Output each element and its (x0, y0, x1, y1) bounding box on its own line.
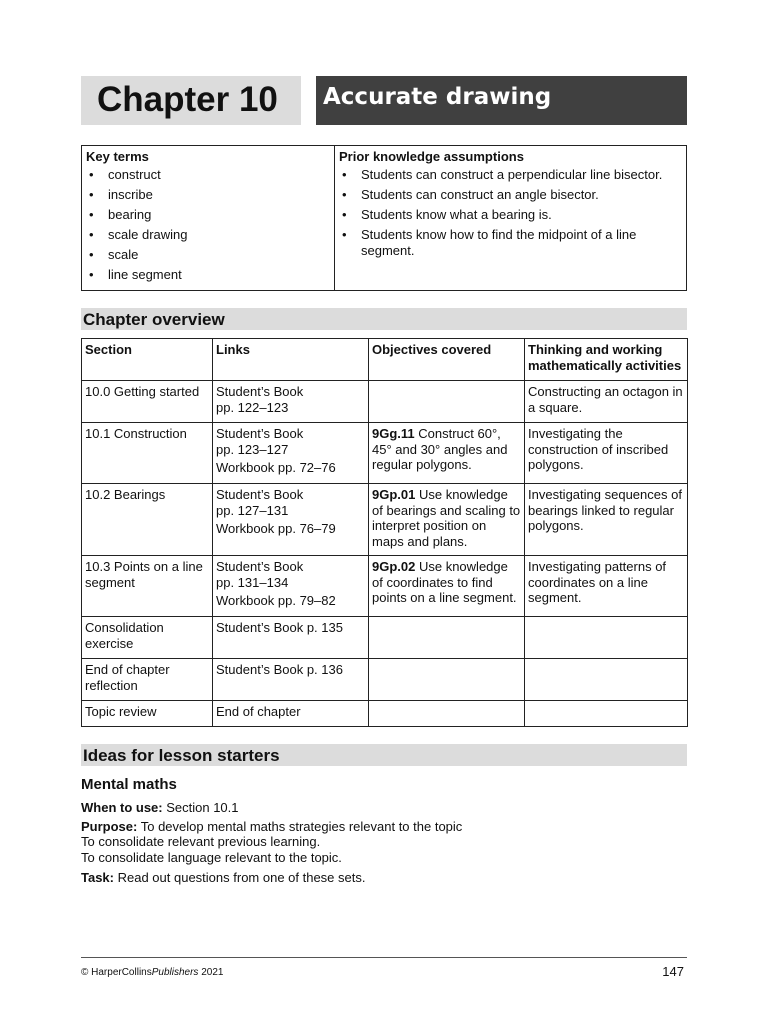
table-row (82, 423, 688, 484)
objective-text: Use knowledge of coordinates to find points on a line segment. (372, 559, 517, 605)
links-book: Student’s Book (216, 426, 304, 441)
key-terms-heading: Key terms (86, 149, 149, 164)
activity-cell: Constructing an octagon in a square. (525, 381, 688, 423)
links-book: Student’s Book (216, 559, 304, 574)
table-row (82, 484, 688, 556)
purpose-line (81, 819, 462, 835)
column-header-section: Section (82, 339, 213, 381)
column-header-activities: Thinking and working mathematically activities (525, 339, 688, 381)
section-cell: 10.0 Getting started (82, 381, 213, 423)
activity-cell: Investigating sequences of bearings linked to regular polygons. (525, 484, 688, 556)
key-term: • line segment (86, 267, 330, 283)
table-row (82, 381, 688, 423)
links-pages: pp. 131–134 (216, 574, 289, 590)
chapter-overview-table (81, 338, 688, 727)
key-term: • bearing (86, 207, 330, 223)
links-cell (213, 556, 369, 617)
prior-knowledge-column (335, 146, 686, 290)
links-workbook: Workbook pp. 79–82 (216, 593, 336, 608)
objectives-cell (369, 701, 525, 727)
section-cell: Consolidation exercise (82, 617, 213, 659)
section-cell: 10.1 Construction (82, 423, 213, 484)
links-pages: pp. 123–127 (216, 441, 289, 457)
key-term: • scale (86, 247, 330, 263)
copyright-italic: Publishers (151, 967, 199, 978)
prior-knowledge-item: • Students can construct an angle bisector. (339, 187, 682, 203)
key-terms-list (86, 167, 330, 283)
objective-text: Use knowledge of bearings and scaling to interpret position on maps and plans. (372, 487, 521, 549)
table-header-row (82, 339, 688, 381)
links-workbook: Workbook pp. 76–79 (216, 521, 336, 536)
prior-knowledge-heading: Prior knowledge assumptions (339, 149, 524, 164)
links-cell (213, 423, 369, 484)
links-cell (213, 484, 369, 556)
activity-cell (525, 617, 688, 659)
page-number: 147 (662, 964, 684, 979)
activity-cell: Investigating patterns of coordinates on a line segment. (525, 556, 688, 617)
chapter-title: Accurate drawing (323, 84, 552, 110)
chapter-overview-bar (81, 308, 687, 330)
table-row (82, 701, 688, 727)
objectives-cell (369, 423, 525, 484)
prior-knowledge-item: • Students can construct a perpendicular line bisector. (339, 167, 682, 183)
chapter-label: Chapter 10 (97, 80, 278, 119)
when-label: When to use: (81, 800, 163, 815)
objectives-cell (369, 381, 525, 423)
key-terms-table (81, 145, 687, 291)
purpose-line-2: To consolidate relevant previous learning. (81, 834, 321, 849)
links-cell: End of chapter (213, 701, 369, 727)
objectives-cell (369, 659, 525, 701)
table-row (82, 659, 688, 701)
section-cell: 10.3 Points on a line segment (82, 556, 213, 617)
objectives-cell (369, 617, 525, 659)
chapter-label-box (81, 76, 301, 125)
objective-code: 9Gp.01 (372, 487, 416, 502)
footer-divider (81, 957, 687, 958)
table-row (82, 617, 688, 659)
activity-cell: Investigating the construction of inscribed polygons. (525, 423, 688, 484)
links-cell (213, 381, 369, 423)
links-cell: Student’s Book p. 136 (213, 659, 369, 701)
task-line (81, 870, 365, 886)
purpose-label: Purpose: (81, 819, 138, 834)
section-cell: 10.2 Bearings (82, 484, 213, 556)
copyright-notice (81, 967, 223, 978)
section-cell: Topic review (82, 701, 213, 727)
links-pages: pp. 122–123 (216, 399, 289, 415)
objective-code: 9Gg.11 (372, 426, 415, 441)
key-terms-column (82, 146, 335, 290)
chapter-title-box (316, 76, 687, 125)
column-header-links: Links (213, 339, 369, 381)
section-cell: End of chapter reflection (82, 659, 213, 701)
objective-code: 9Gp.02 (372, 559, 416, 574)
purpose-line-3: To consolidate language relevant to the topic. (81, 850, 342, 865)
links-pages: pp. 127–131 (216, 502, 289, 518)
objectives-cell (369, 484, 525, 556)
task-value: Read out questions from one of these sets. (114, 870, 366, 885)
objective-text: Construct 60°, 45° and 30° angles and regular polygons. (372, 426, 508, 472)
lesson-starters-heading: Ideas for lesson starters (83, 746, 280, 765)
key-term: • scale drawing (86, 227, 330, 243)
activity-cell (525, 659, 688, 701)
key-term: • inscribe (86, 187, 330, 203)
links-book: Student’s Book (216, 384, 304, 399)
links-workbook: Workbook pp. 72–76 (216, 460, 336, 475)
objectives-cell (369, 556, 525, 617)
when-value: Section 10.1 (162, 800, 239, 815)
task-label: Task: (81, 870, 114, 885)
table-row (82, 556, 688, 617)
copyright-prefix: © HarperCollins (81, 967, 152, 978)
lesson-starters-bar (81, 744, 687, 766)
activity-cell (525, 701, 688, 727)
links-cell: Student’s Book p. 135 (213, 617, 369, 659)
column-header-objectives: Objectives covered (369, 339, 525, 381)
when-to-use-line (81, 800, 239, 816)
prior-knowledge-item: • Students know what a bearing is. (339, 207, 682, 223)
chapter-overview-heading: Chapter overview (83, 310, 225, 329)
copyright-year: 2021 (198, 967, 224, 978)
mental-maths-heading: Mental maths (81, 776, 177, 793)
key-term: • construct (86, 167, 330, 183)
prior-knowledge-item: • Students know how to find the midpoint of a line segment. (339, 227, 682, 259)
links-book: Student’s Book (216, 487, 304, 502)
purpose-value: To develop mental maths strategies relevant to the topic (137, 819, 463, 834)
prior-knowledge-list (339, 167, 682, 259)
